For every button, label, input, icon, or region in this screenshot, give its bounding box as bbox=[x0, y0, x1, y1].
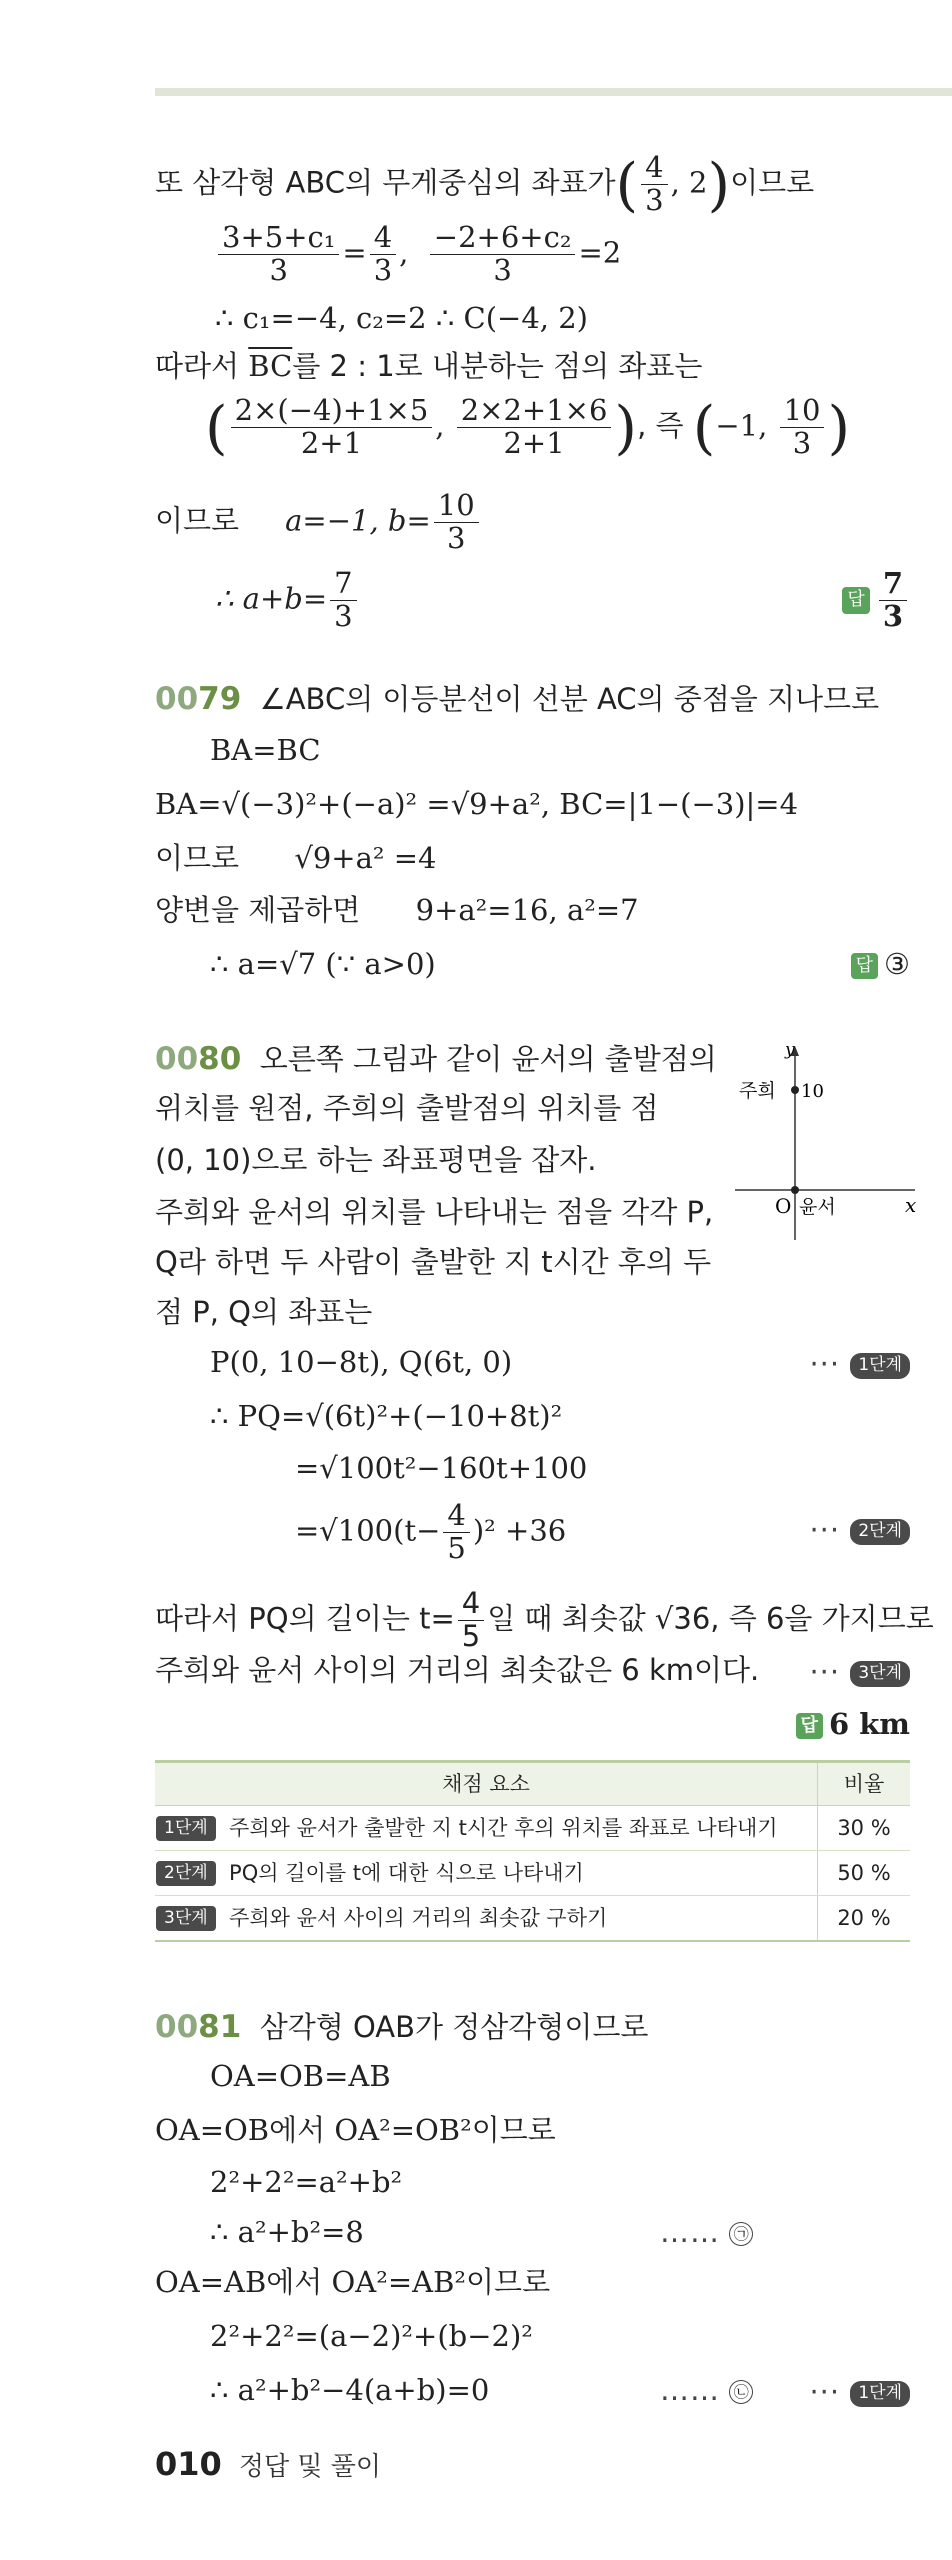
answer-badge: 답 bbox=[796, 1713, 823, 1740]
dots: ··· bbox=[809, 1347, 851, 1381]
ratio-cell: 20 % bbox=[818, 1896, 911, 1942]
s81-mark1 bbox=[660, 2214, 753, 2250]
r-pre: −1, bbox=[715, 408, 768, 443]
header-criteria: 채점 요소 bbox=[155, 1762, 818, 1806]
s80-text4: 주희와 윤서의 위치를 나타내는 점을 각각 P, bbox=[155, 1195, 714, 1229]
bc-segment: $\overline{BC}$ bbox=[248, 349, 293, 383]
s80-text1: 오른쪽 그림과 같이 윤서의 출발점의 bbox=[259, 1042, 717, 1076]
num: 7 bbox=[330, 568, 356, 601]
den: 3 bbox=[373, 252, 393, 287]
paren-open: ( bbox=[205, 393, 228, 462]
footer-label: 정답 및 풀이 bbox=[238, 2452, 382, 2482]
den: 3 bbox=[447, 520, 466, 555]
step-badge: 3단계 bbox=[850, 1661, 910, 1686]
dots: ··· bbox=[809, 2375, 851, 2409]
s78-line3: ∴ c₁=−4, c₂=2 ∴ C(−4, 2) bbox=[215, 301, 588, 335]
s81-header bbox=[155, 2008, 648, 2047]
answer-badge: 답 bbox=[842, 587, 869, 614]
problem-number bbox=[155, 2009, 241, 2045]
criteria-cell bbox=[155, 1806, 818, 1851]
den: 3 bbox=[493, 252, 512, 287]
s78-line7 bbox=[215, 568, 360, 633]
s79-header bbox=[155, 680, 879, 719]
circled-mark: ㉡ bbox=[729, 2380, 753, 2404]
pre: 이므로 bbox=[155, 841, 240, 875]
centroid-rest: , 2 bbox=[670, 165, 708, 200]
frac-r bbox=[780, 395, 825, 460]
s80-conclusion1 bbox=[155, 1588, 934, 1653]
s80-text5: Q라 하면 두 사람이 출발한 지 t시간 후의 두 bbox=[155, 1245, 712, 1279]
den: 3 bbox=[882, 598, 903, 633]
answer-badge: 답 bbox=[851, 953, 878, 980]
step-badge: 1단계 bbox=[156, 1816, 216, 1841]
s79-line5 bbox=[155, 892, 639, 928]
s80-math4 bbox=[295, 1500, 566, 1565]
num: 10 bbox=[780, 395, 825, 428]
ratio-cell: 30 % bbox=[818, 1806, 911, 1851]
num: 4 bbox=[370, 222, 396, 255]
s78-line1-text: 또 삼각형 ABC의 무게중심의 좌표가 bbox=[155, 165, 616, 200]
yunseo-point bbox=[791, 1186, 799, 1194]
s80-step2 bbox=[809, 1512, 910, 1548]
s79-title: ∠ABC의 이등분선이 선분 AC의 중점을 지나므로 bbox=[259, 682, 880, 716]
ten-label: 10 bbox=[801, 1081, 824, 1102]
centroid-frac bbox=[641, 152, 667, 217]
s80-text6: 점 P, Q의 좌표는 bbox=[155, 1295, 373, 1329]
num: −2+6+c₂ bbox=[430, 222, 576, 255]
s80-math2: ∴ PQ=√(6t)²+(−10+8t)² bbox=[210, 1399, 563, 1433]
table-row bbox=[155, 1896, 910, 1942]
s79-line4 bbox=[155, 840, 436, 876]
s80-header bbox=[155, 1040, 717, 1079]
s78-line1-end: 이므로 bbox=[730, 165, 815, 200]
juhee-label: 주희 bbox=[739, 1080, 776, 1102]
page-footer bbox=[155, 2445, 381, 2483]
s78-line2: $\frac{\text{3+5+c₁}}{3}$ = $\frac{4}{3}$ , $\frac{\text{−2+6+c₂}}{3}$ =2 bbox=[215, 222, 621, 287]
s81-line4: 2²+2²=a²+b² bbox=[210, 2165, 403, 2199]
criteria-text: 주희와 윤서가 출발한 지 t시간 후의 위치를 좌표로 나타내기 bbox=[229, 1815, 778, 1840]
step-badge: 1단계 bbox=[850, 2381, 910, 2406]
criteria-cell bbox=[155, 1851, 818, 1896]
circled-mark: ㉠ bbox=[729, 2222, 753, 2246]
paren-open2: ( bbox=[692, 393, 716, 462]
den: 3 bbox=[334, 598, 353, 633]
no-b: 80 bbox=[198, 1041, 242, 1077]
math: a=−1, b= bbox=[285, 503, 431, 538]
s78-line1 bbox=[155, 152, 814, 217]
s79-answer bbox=[851, 946, 910, 982]
frac bbox=[443, 1500, 469, 1565]
answer-frac bbox=[879, 568, 907, 633]
no-a: 00 bbox=[155, 2009, 199, 2045]
dots: …… bbox=[660, 2373, 720, 2407]
dots: ··· bbox=[809, 1513, 851, 1547]
mid: , 즉 bbox=[637, 408, 684, 443]
step-badge: 2단계 bbox=[156, 1861, 216, 1886]
dots: …… bbox=[660, 2215, 720, 2249]
table-row bbox=[155, 1806, 910, 1851]
pre: =√100(t− bbox=[295, 1513, 441, 1548]
x-label: x bbox=[905, 1193, 917, 1217]
s79-line6: ∴ a=√7 (∵ a>0) bbox=[210, 947, 436, 981]
num: 2×2+1×6 bbox=[457, 395, 612, 428]
no-a: 00 bbox=[155, 681, 199, 717]
den: 3 bbox=[269, 252, 288, 287]
paren-open: ( bbox=[615, 150, 639, 219]
den: 5 bbox=[447, 1530, 466, 1565]
pre: 따라서 bbox=[155, 349, 249, 383]
s80-math3: =√100t²−160t+100 bbox=[295, 1451, 588, 1485]
s79-line3: BA=√(−3)²+(−a)² =√9+a², BC=|1−(−3)|=4 bbox=[155, 787, 799, 821]
math: ∴ a+b= bbox=[215, 581, 328, 616]
no-b: 81 bbox=[198, 2009, 242, 2045]
step-badge: 3단계 bbox=[156, 1906, 216, 1931]
answer-value: ③ bbox=[884, 947, 910, 981]
ratio-cell: 50 % bbox=[818, 1851, 911, 1896]
s78-line6 bbox=[155, 490, 482, 555]
criteria-cell bbox=[155, 1896, 818, 1942]
s81-line5: ∴ a²+b²=8 bbox=[210, 2215, 364, 2249]
origin-label: O bbox=[775, 1194, 792, 1218]
eq: = bbox=[342, 235, 367, 270]
s79-line2: BA=BC bbox=[210, 733, 321, 767]
problem-number bbox=[155, 1041, 241, 1077]
step-badge: 2단계 bbox=[850, 1519, 910, 1544]
paren-close: ) bbox=[707, 150, 731, 219]
coordinate-graph bbox=[735, 1040, 920, 1240]
s81-mark2 bbox=[660, 2372, 753, 2408]
frac-x bbox=[231, 395, 433, 460]
s81-step1 bbox=[809, 2374, 910, 2410]
s80-text2: 위치를 원점, 주희의 출발점의 위치를 점 bbox=[155, 1091, 659, 1125]
step-badge: 1단계 bbox=[850, 1353, 910, 1378]
s81-line2: OA=OB=AB bbox=[210, 2059, 391, 2093]
s80-answer bbox=[796, 1706, 910, 1742]
frac bbox=[458, 1588, 484, 1653]
math: √9+a² =4 bbox=[294, 841, 437, 875]
num: 4 bbox=[641, 152, 667, 185]
s78-answer bbox=[842, 568, 910, 633]
juhee-point bbox=[791, 1086, 799, 1094]
criteria-text: PQ의 길이를 t에 대한 식으로 나타내기 bbox=[229, 1860, 584, 1885]
header-ratio: 비율 bbox=[818, 1762, 911, 1806]
yunseo-label: 윤서 bbox=[799, 1196, 836, 1218]
frac-a bbox=[218, 222, 339, 287]
frac-b bbox=[430, 222, 576, 287]
num: 10 bbox=[434, 490, 479, 523]
post: )² +36 bbox=[472, 1513, 567, 1548]
num: 3+5+c₁ bbox=[218, 222, 339, 255]
s81-line8: ∴ a²+b²−4(a+b)=0 bbox=[210, 2373, 490, 2407]
s81-line3: OA=OB에서 OA²=OB²이므로 bbox=[155, 2113, 556, 2147]
no-a: 00 bbox=[155, 1041, 199, 1077]
s80-math1: P(0, 10−8t), Q(6t, 0) bbox=[210, 1345, 513, 1379]
s80-conclusion2: 주희와 윤서 사이의 거리의 최솟값은 6 km이다. bbox=[155, 1653, 760, 1687]
table-header-row bbox=[155, 1762, 910, 1806]
math: 9+a²=16, a²=7 bbox=[415, 893, 639, 927]
num: 4 bbox=[458, 1588, 484, 1621]
criteria-text: 주희와 윤서 사이의 거리의 최솟값 구하기 bbox=[229, 1905, 608, 1930]
y-label: y bbox=[785, 1040, 795, 1060]
grading-table bbox=[155, 1760, 910, 1942]
num: 7 bbox=[879, 568, 907, 601]
problem-number bbox=[155, 681, 241, 717]
s78-line5: ( $\frac{2\times(-4)+1\times 5}{2+1}$ , $\frac{2\times 2+1\times 6}{2+1}$ ), 즉 (−1, $\frac{10}{3}$ ) bbox=[205, 393, 851, 462]
den: 3 bbox=[645, 182, 664, 217]
pre: 양변을 제곱하면 bbox=[155, 893, 361, 927]
post: 일 때 최솟값 √36, 즉 6을 가지므로 bbox=[487, 1601, 934, 1636]
answer-value: 6 km bbox=[828, 1707, 910, 1741]
dots: ··· bbox=[809, 1655, 851, 1689]
s80-step3 bbox=[809, 1654, 910, 1690]
s80-text3: (0, 10)으로 하는 좌표평면을 잡자. bbox=[155, 1143, 597, 1177]
den: 3 bbox=[792, 425, 812, 460]
no-b: 79 bbox=[198, 681, 242, 717]
eq-b: =2 bbox=[578, 235, 622, 270]
den: 2+1 bbox=[503, 425, 565, 460]
num: 4 bbox=[443, 1500, 469, 1533]
num: 2×(−4)+1×5 bbox=[231, 395, 433, 428]
pre: 이므로 bbox=[155, 503, 240, 538]
pre: 따라서 PQ의 길이는 t= bbox=[155, 1601, 455, 1636]
frac-y bbox=[457, 395, 612, 460]
frac-b-val bbox=[434, 490, 479, 555]
den: 2+1 bbox=[300, 425, 363, 460]
s81-title: 삼각형 OAB가 정삼각형이므로 bbox=[259, 2010, 649, 2044]
paren-close2: ) bbox=[827, 393, 851, 462]
paren-close: ) bbox=[614, 393, 638, 462]
table-row bbox=[155, 1851, 910, 1896]
frac-sum bbox=[330, 568, 356, 633]
s81-line7: 2²+2²=(a−2)²+(b−2)² bbox=[210, 2319, 533, 2353]
post: 를 2 : 1로 내분하는 점의 좌표는 bbox=[292, 349, 703, 383]
top-rule bbox=[155, 88, 952, 96]
page-number: 010 bbox=[155, 2445, 222, 2483]
s80-step1 bbox=[809, 1346, 910, 1382]
s78-line4 bbox=[155, 348, 702, 384]
den: 5 bbox=[461, 1618, 481, 1653]
s81-line6: OA=AB에서 OA²=AB²이므로 bbox=[155, 2265, 551, 2299]
frac-a-r bbox=[370, 222, 396, 287]
